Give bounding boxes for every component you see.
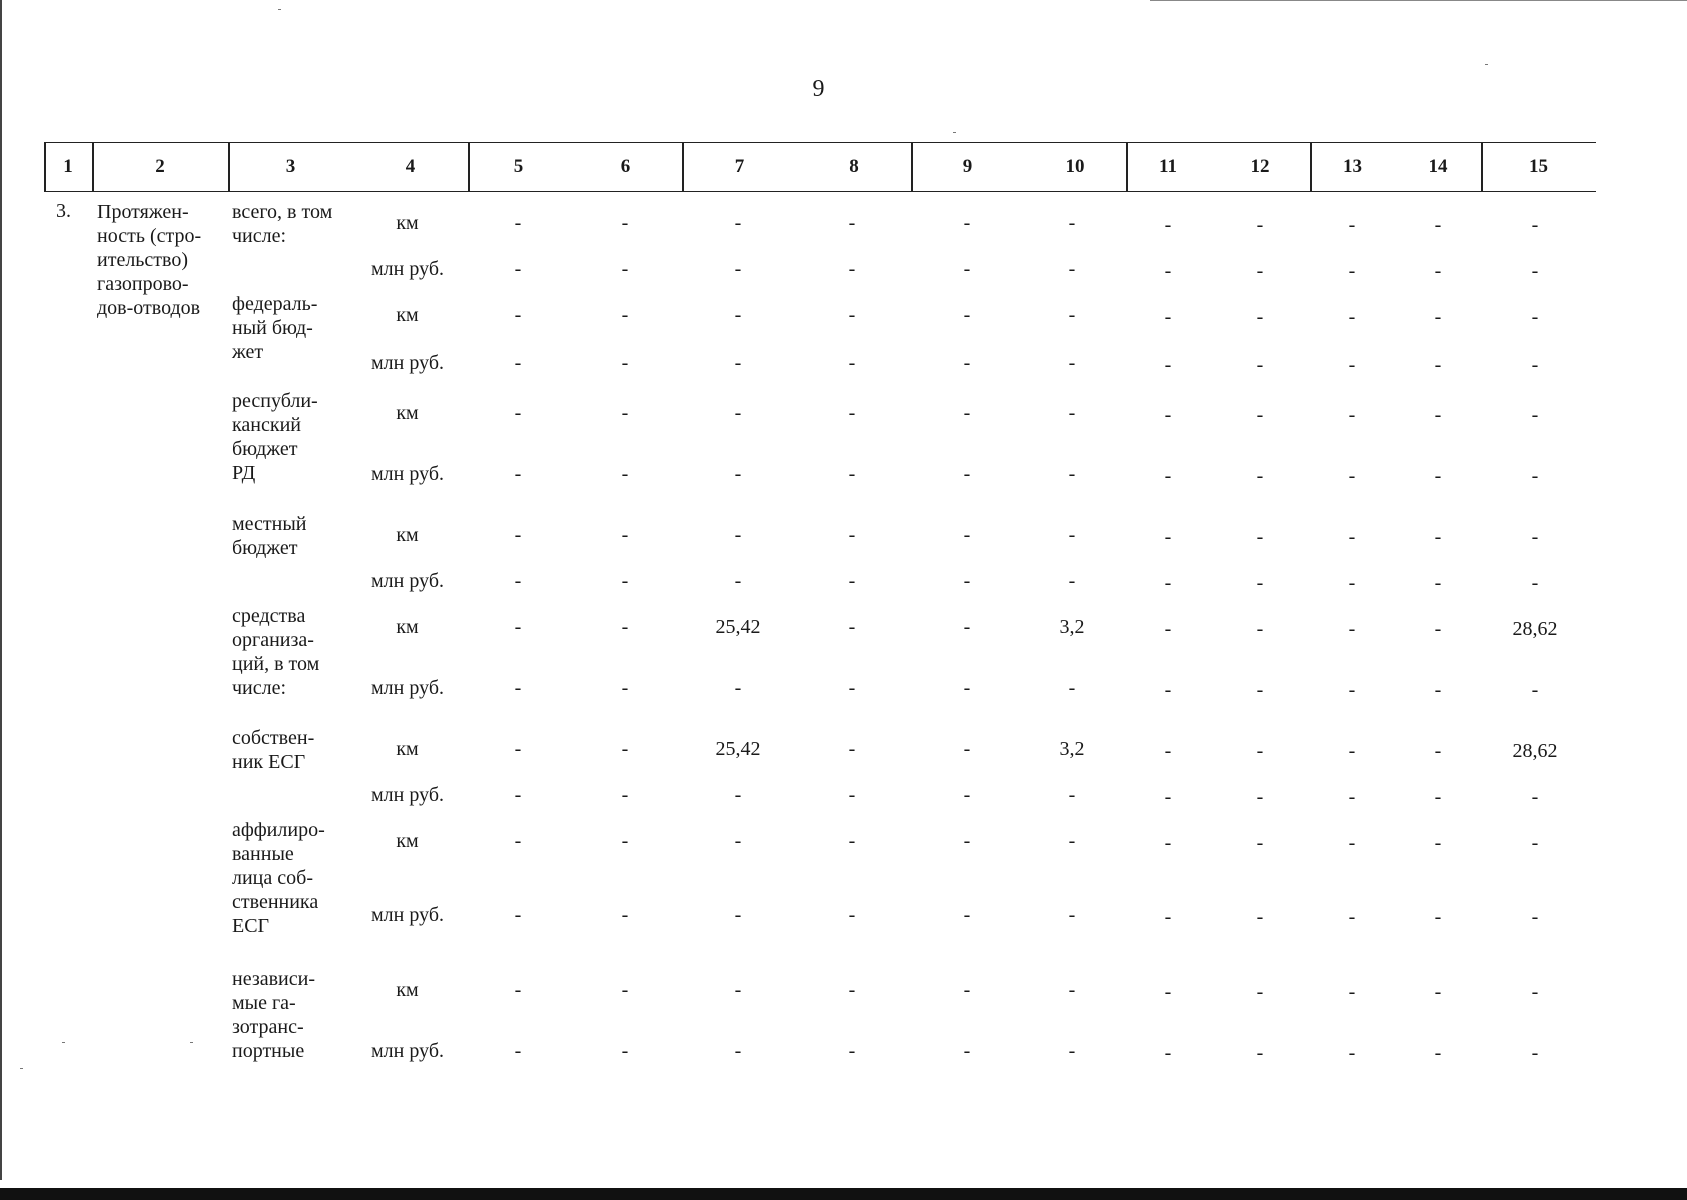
value-cell: -: [1256, 404, 1264, 426]
funding-source-label: [232, 512, 357, 560]
funding-source-label-line: числе:: [232, 677, 287, 699]
scan-bottom-bar: [0, 1188, 1687, 1200]
value-cell: -: [1434, 526, 1442, 548]
unit-cell: км: [396, 304, 419, 326]
scan-speck: [20, 1068, 23, 1069]
value-cell: -: [1068, 677, 1076, 699]
unit-cell: млн руб.: [371, 1040, 444, 1062]
scan-speck: [190, 1042, 193, 1043]
value-cell: -: [621, 979, 629, 1001]
scan-speck: [278, 9, 281, 10]
value-cell: -: [1531, 906, 1539, 928]
value-cell: -: [734, 463, 742, 485]
value-cell: -: [514, 738, 522, 760]
value-cell: -: [1068, 904, 1076, 926]
row-name-line: Протяжен-: [97, 201, 189, 223]
value-cell: -: [848, 212, 856, 234]
value-cell: -: [1164, 214, 1172, 236]
value-cell: -: [1256, 306, 1264, 328]
value-cell: -: [1164, 354, 1172, 376]
value-cell: -: [1164, 306, 1172, 328]
column-header: 7: [682, 142, 797, 192]
value-cell: -: [1434, 679, 1442, 701]
value-cell: -: [1164, 260, 1172, 282]
value-cell: -: [963, 304, 971, 326]
row-name-line: ительство): [97, 249, 189, 271]
value-cell: -: [1164, 465, 1172, 487]
value-cell: -: [1348, 354, 1356, 376]
row-name-line: ность (стро-: [97, 225, 202, 247]
value-cell: -: [963, 352, 971, 374]
value-cell: -: [621, 1040, 629, 1062]
value-cell: 28,62: [1512, 618, 1558, 640]
value-cell: -: [514, 904, 522, 926]
header-divider: [1126, 142, 1128, 192]
value-cell: -: [514, 258, 522, 280]
scan-top-edge: [1150, 0, 1687, 1]
value-cell: -: [734, 979, 742, 1001]
value-cell: -: [1531, 404, 1539, 426]
value-cell: -: [1348, 786, 1356, 808]
value-cell: -: [1348, 572, 1356, 594]
header-divider: [911, 142, 913, 192]
header-divider: [44, 142, 46, 192]
row-number: 3.: [56, 200, 71, 222]
value-cell: -: [1348, 981, 1356, 1003]
value-cell: -: [1068, 258, 1076, 280]
value-cell: -: [734, 212, 742, 234]
funding-source-label-line: РД: [232, 462, 256, 484]
value-cell: -: [848, 570, 856, 592]
value-cell: -: [1434, 260, 1442, 282]
value-cell: -: [1068, 1040, 1076, 1062]
value-cell: -: [963, 212, 971, 234]
value-cell: -: [1164, 786, 1172, 808]
value-cell: -: [1434, 906, 1442, 928]
value-cell: -: [1531, 526, 1539, 548]
value-cell: -: [1068, 304, 1076, 326]
value-cell: -: [1531, 354, 1539, 376]
value-cell: -: [734, 1040, 742, 1062]
value-cell: -: [1531, 214, 1539, 236]
value-cell: -: [1434, 786, 1442, 808]
value-cell: -: [1256, 786, 1264, 808]
funding-source-label-line: собствен-: [232, 727, 315, 749]
scan-speck: [1485, 64, 1488, 65]
funding-source-label: [232, 818, 357, 938]
value-cell: -: [1068, 212, 1076, 234]
unit-cell: км: [396, 212, 419, 234]
funding-source-label-line: портные: [232, 1040, 305, 1062]
value-cell: -: [848, 830, 856, 852]
funding-source-label-line: федераль-: [232, 293, 318, 315]
value-cell: -: [1531, 679, 1539, 701]
value-cell: -: [1348, 465, 1356, 487]
value-cell: -: [734, 402, 742, 424]
value-cell: -: [848, 738, 856, 760]
value-cell: -: [1531, 306, 1539, 328]
value-cell: -: [1434, 1042, 1442, 1064]
column-header: 4: [353, 142, 468, 192]
value-cell: -: [514, 784, 522, 806]
value-cell: -: [848, 1040, 856, 1062]
value-cell: -: [1068, 402, 1076, 424]
column-header: 14: [1395, 142, 1481, 192]
value-cell: -: [963, 677, 971, 699]
funding-source-label-line: республи-: [232, 390, 318, 412]
value-cell: -: [1348, 618, 1356, 640]
funding-source-label-line: всего, в том: [232, 201, 333, 223]
value-cell: -: [848, 258, 856, 280]
value-cell: -: [1348, 260, 1356, 282]
column-header: 6: [569, 142, 682, 192]
value-cell: -: [963, 524, 971, 546]
value-cell: -: [1256, 465, 1264, 487]
row-name-line: дов-отводов: [97, 297, 201, 319]
value-cell: -: [1256, 572, 1264, 594]
column-header: 15: [1481, 142, 1596, 192]
value-cell: -: [1256, 618, 1264, 640]
value-cell: -: [514, 830, 522, 852]
value-cell: -: [514, 616, 522, 638]
column-header: 8: [797, 142, 911, 192]
column-header: 5: [468, 142, 569, 192]
value-cell: -: [1256, 981, 1264, 1003]
value-cell: -: [1164, 526, 1172, 548]
value-cell: -: [1164, 906, 1172, 928]
value-cell: -: [963, 570, 971, 592]
value-cell: -: [1068, 830, 1076, 852]
value-cell: -: [1164, 740, 1172, 762]
value-cell: -: [963, 463, 971, 485]
funding-source-label-line: ник ЕСГ: [232, 751, 306, 773]
value-cell: -: [621, 524, 629, 546]
funding-source-label-line: ный бюд-: [232, 317, 313, 339]
unit-cell: млн руб.: [371, 677, 444, 699]
header-divider: [92, 142, 94, 192]
value-cell: -: [1434, 618, 1442, 640]
funding-source-label-line: независи-: [232, 968, 315, 990]
unit-cell: км: [396, 979, 419, 1001]
value-cell: -: [1434, 354, 1442, 376]
value-cell: -: [1164, 572, 1172, 594]
funding-source-label-line: зотранс-: [232, 1016, 304, 1038]
value-cell: -: [1164, 1042, 1172, 1064]
header-divider: [1310, 142, 1312, 192]
value-cell: -: [514, 402, 522, 424]
funding-source-label-line: местный: [232, 513, 307, 535]
header-divider: [682, 142, 684, 192]
funding-source-label: [232, 200, 357, 248]
value-cell: -: [621, 570, 629, 592]
funding-source-label-line: ванные: [232, 843, 294, 865]
value-cell: -: [621, 904, 629, 926]
value-cell: -: [734, 524, 742, 546]
value-cell: -: [621, 738, 629, 760]
funding-source-label-line: числе:: [232, 225, 287, 247]
value-cell: -: [734, 304, 742, 326]
value-cell: -: [963, 830, 971, 852]
value-cell: -: [1256, 354, 1264, 376]
value-cell: -: [621, 830, 629, 852]
value-cell: -: [621, 784, 629, 806]
value-cell: -: [621, 402, 629, 424]
unit-cell: млн руб.: [371, 784, 444, 806]
value-cell: -: [514, 524, 522, 546]
header-divider: [468, 142, 470, 192]
funding-source-label: [232, 389, 357, 485]
value-cell: 28,62: [1512, 740, 1558, 762]
value-cell: -: [1068, 352, 1076, 374]
value-cell: -: [1531, 981, 1539, 1003]
value-cell: -: [1434, 740, 1442, 762]
value-cell: -: [621, 616, 629, 638]
value-cell: -: [1348, 214, 1356, 236]
value-cell: -: [514, 304, 522, 326]
value-cell: -: [1531, 1042, 1539, 1064]
value-cell: -: [621, 463, 629, 485]
funding-source-label-line: бюджет: [232, 438, 298, 460]
value-cell: -: [848, 402, 856, 424]
funding-source-label: [232, 292, 357, 364]
value-cell: -: [1348, 306, 1356, 328]
value-cell: -: [1256, 832, 1264, 854]
value-cell: -: [1256, 906, 1264, 928]
funding-source-label-line: жет: [232, 341, 264, 363]
funding-source-label: [232, 967, 357, 1063]
value-cell: -: [963, 904, 971, 926]
value-cell: -: [1434, 404, 1442, 426]
value-cell: -: [1164, 679, 1172, 701]
value-cell: -: [963, 979, 971, 1001]
value-cell: -: [1434, 214, 1442, 236]
value-cell: -: [963, 402, 971, 424]
value-cell: -: [848, 616, 856, 638]
value-cell: -: [963, 784, 971, 806]
value-cell: -: [848, 979, 856, 1001]
value-cell: -: [1348, 526, 1356, 548]
unit-cell: млн руб.: [371, 352, 444, 374]
column-header: 3: [228, 142, 353, 192]
value-cell: -: [734, 677, 742, 699]
funding-source-label: [232, 726, 357, 774]
value-cell: -: [963, 616, 971, 638]
value-cell: -: [514, 979, 522, 1001]
column-header: 9: [911, 142, 1024, 192]
value-cell: -: [514, 463, 522, 485]
table-header-row: [44, 142, 1596, 192]
value-cell: -: [734, 784, 742, 806]
value-cell: -: [1348, 740, 1356, 762]
funding-source-label: [232, 604, 357, 700]
value-cell: -: [514, 1040, 522, 1062]
unit-cell: млн руб.: [371, 463, 444, 485]
value-cell: -: [1164, 618, 1172, 640]
value-cell: -: [734, 570, 742, 592]
value-cell: -: [621, 304, 629, 326]
value-cell: -: [1434, 306, 1442, 328]
value-cell: -: [734, 904, 742, 926]
scan-left-edge: [0, 0, 2, 1180]
value-cell: -: [1434, 572, 1442, 594]
value-cell: -: [514, 677, 522, 699]
value-cell: -: [1434, 465, 1442, 487]
funding-source-label-line: ЕСГ: [232, 915, 270, 937]
unit-cell: км: [396, 524, 419, 546]
value-cell: -: [963, 738, 971, 760]
funding-source-label-line: ций, в том: [232, 653, 320, 675]
value-cell: -: [848, 524, 856, 546]
value-cell: 25,42: [715, 616, 761, 638]
value-cell: -: [848, 463, 856, 485]
value-cell: -: [1068, 979, 1076, 1001]
value-cell: -: [514, 352, 522, 374]
value-cell: -: [514, 212, 522, 234]
value-cell: -: [1434, 832, 1442, 854]
value-cell: -: [963, 258, 971, 280]
column-header: 11: [1126, 142, 1210, 192]
value-cell: -: [848, 677, 856, 699]
value-cell: -: [621, 258, 629, 280]
value-cell: -: [1531, 832, 1539, 854]
value-cell: -: [1348, 1042, 1356, 1064]
value-cell: 3,2: [1059, 738, 1085, 760]
funding-source-label-line: канский: [232, 414, 301, 436]
value-cell: 3,2: [1059, 616, 1085, 638]
funding-source-label-line: лица соб-: [232, 867, 313, 889]
unit-cell: км: [396, 402, 419, 424]
value-cell: -: [1434, 981, 1442, 1003]
value-cell: -: [734, 830, 742, 852]
column-header: 2: [92, 142, 228, 192]
header-divider: [1481, 142, 1483, 192]
value-cell: -: [734, 352, 742, 374]
column-header: 1: [44, 142, 92, 192]
unit-cell: км: [396, 830, 419, 852]
value-cell: -: [1348, 679, 1356, 701]
unit-cell: км: [396, 616, 419, 638]
value-cell: -: [1256, 679, 1264, 701]
value-cell: -: [514, 570, 522, 592]
value-cell: -: [621, 212, 629, 234]
value-cell: -: [848, 784, 856, 806]
value-cell: -: [1256, 526, 1264, 548]
value-cell: -: [1068, 570, 1076, 592]
value-cell: -: [1256, 214, 1264, 236]
unit-cell: млн руб.: [371, 258, 444, 280]
column-header: 13: [1310, 142, 1395, 192]
value-cell: -: [1348, 404, 1356, 426]
column-header: 10: [1024, 142, 1126, 192]
value-cell: -: [1256, 740, 1264, 762]
funding-source-label-line: бюджет: [232, 537, 298, 559]
value-cell: -: [1531, 572, 1539, 594]
value-cell: -: [1068, 784, 1076, 806]
value-cell: -: [1068, 524, 1076, 546]
value-cell: -: [1164, 832, 1172, 854]
value-cell: -: [1164, 981, 1172, 1003]
scan-speck: [953, 132, 956, 133]
value-cell: -: [1531, 260, 1539, 282]
funding-source-label-line: организа-: [232, 629, 314, 651]
value-cell: -: [1348, 906, 1356, 928]
value-cell: -: [848, 352, 856, 374]
value-cell: -: [621, 677, 629, 699]
row-name: [97, 200, 222, 320]
value-cell: -: [1068, 463, 1076, 485]
header-divider: [228, 142, 230, 192]
scan-speck: [62, 1042, 65, 1043]
value-cell: -: [1348, 832, 1356, 854]
value-cell: -: [734, 258, 742, 280]
funding-source-label-line: мые га-: [232, 992, 296, 1014]
column-header: 12: [1210, 142, 1310, 192]
value-cell: -: [1531, 465, 1539, 487]
value-cell: -: [1531, 786, 1539, 808]
row-name-line: газопрово-: [97, 273, 189, 295]
unit-cell: млн руб.: [371, 904, 444, 926]
unit-cell: км: [396, 738, 419, 760]
value-cell: -: [848, 904, 856, 926]
funding-source-label-line: средства: [232, 605, 306, 627]
funding-source-label-line: аффилиро-: [232, 819, 325, 841]
value-cell: -: [621, 352, 629, 374]
value-cell: -: [1256, 260, 1264, 282]
value-cell: -: [848, 304, 856, 326]
value-cell: -: [1256, 1042, 1264, 1064]
funding-source-label-line: ственника: [232, 891, 319, 913]
value-cell: 25,42: [715, 738, 761, 760]
unit-cell: млн руб.: [371, 570, 444, 592]
value-cell: -: [963, 1040, 971, 1062]
page-number: 9: [812, 76, 825, 102]
value-cell: -: [1164, 404, 1172, 426]
